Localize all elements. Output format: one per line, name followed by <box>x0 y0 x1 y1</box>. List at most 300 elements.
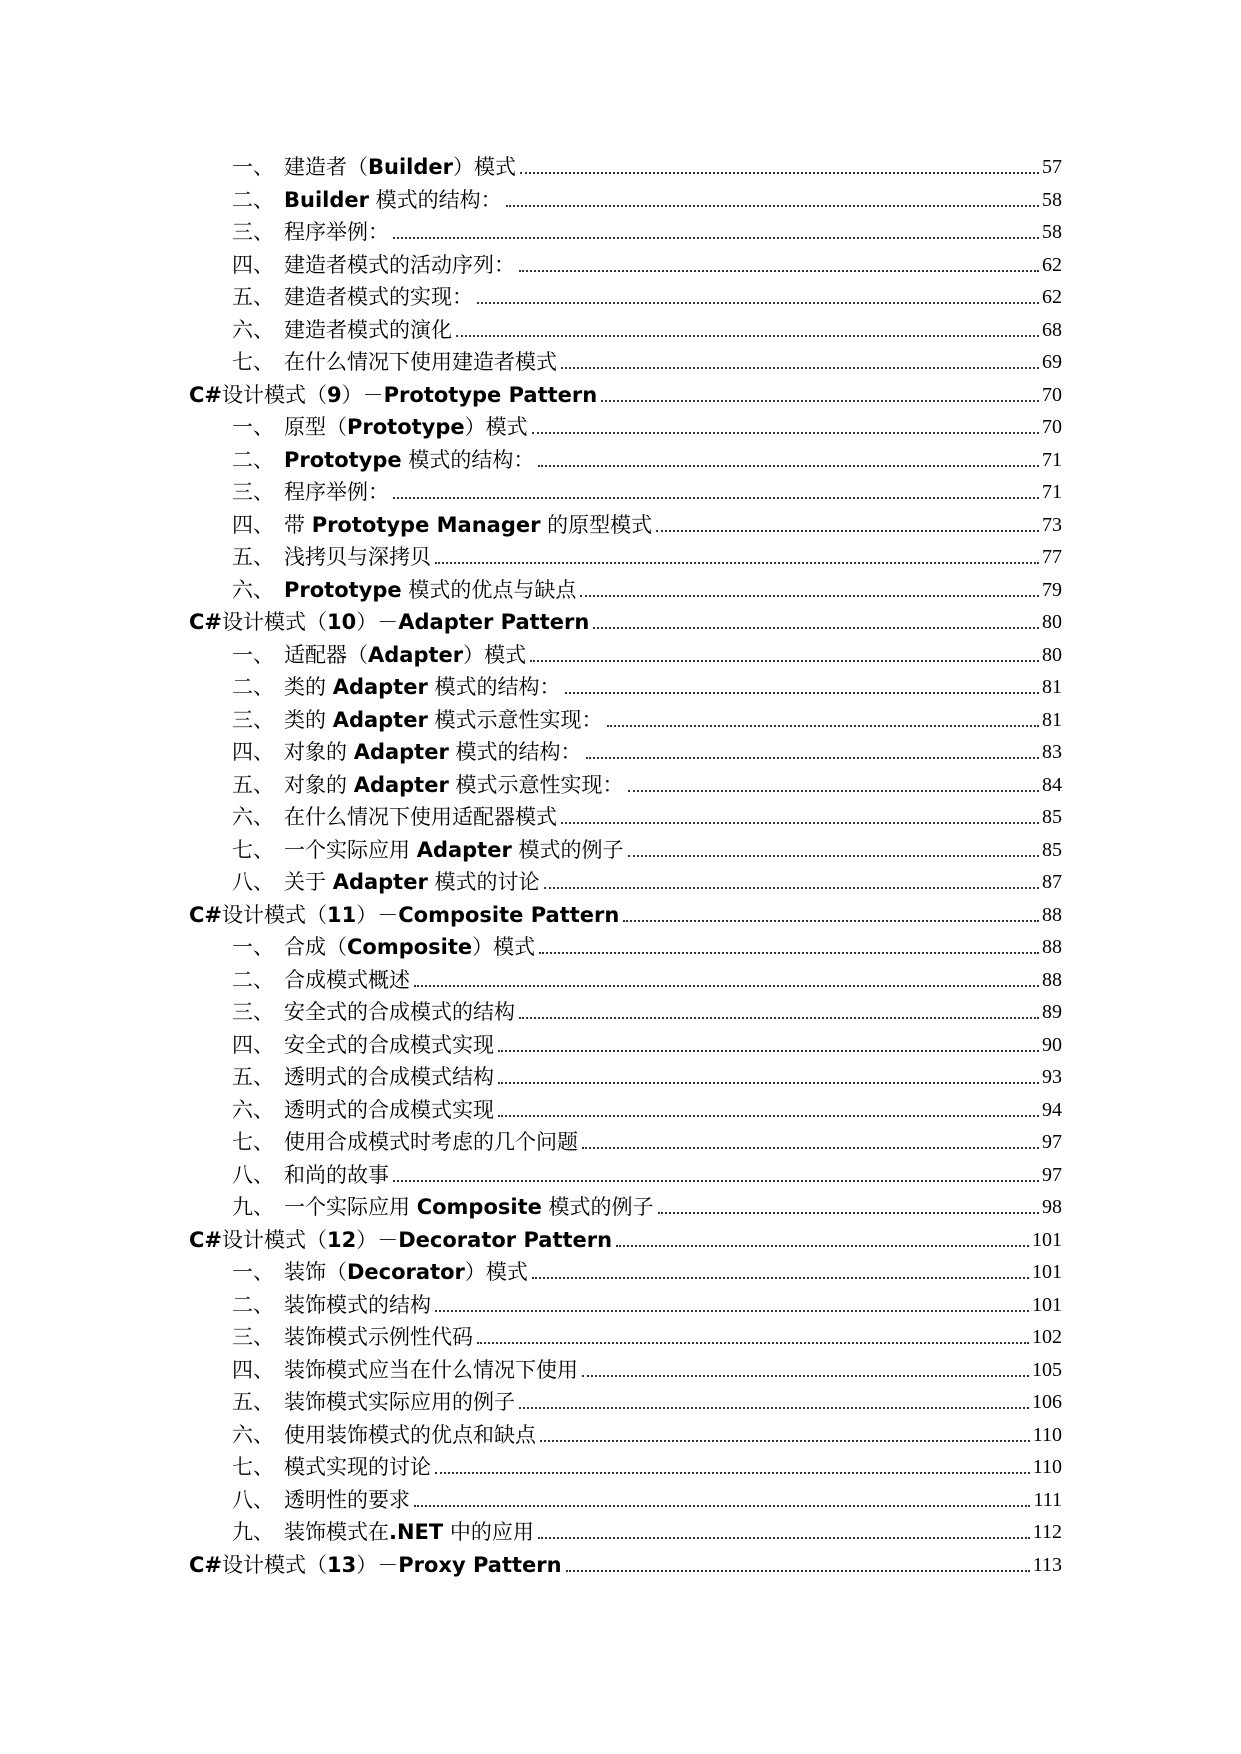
toc-entry-title-part: 9 <box>327 382 342 407</box>
toc-dot-leader <box>656 529 1039 532</box>
toc-entry-number: 六、 <box>232 1097 274 1122</box>
toc-dot-leader <box>538 1536 1030 1539</box>
toc-entry-title-part: 透明式的合成模式实现 <box>284 1097 494 1122</box>
toc-entry-title-part: 模式的例子 <box>511 837 624 862</box>
toc-entry-title <box>284 187 502 213</box>
toc-page-number: 62 <box>1042 286 1062 308</box>
toc-entry-title-part: 建造者模式的实现： <box>284 285 473 309</box>
toc-chapter-entry[interactable] <box>189 1223 1062 1253</box>
toc-section-entry[interactable] <box>232 995 1062 1025</box>
toc-page-number: 80 <box>1042 611 1062 633</box>
toc-entry-title <box>284 1064 494 1090</box>
toc-page-number: 85 <box>1042 838 1062 861</box>
toc-entry-title <box>284 577 576 603</box>
toc-entry-title-part: 模式的优点与缺点 <box>401 577 577 602</box>
toc-chapter-entry[interactable] <box>189 1548 1062 1578</box>
toc-entry-title <box>284 1194 654 1220</box>
toc-section-entry[interactable] <box>232 443 1062 473</box>
toc-page-number: 58 <box>1042 221 1062 243</box>
toc-entry-title-part: 安全式的合成模式实现 <box>284 1032 494 1057</box>
toc-entry-title-part: ）模式 <box>464 1260 528 1284</box>
toc-page-number: 83 <box>1042 741 1062 763</box>
toc-entry-number: 七、 <box>232 350 274 374</box>
toc-section-entry[interactable] <box>232 930 1062 960</box>
toc-entry-title-part: Prototype Pattern <box>383 382 598 407</box>
toc-section-entry[interactable] <box>232 475 1062 505</box>
toc-entry-title-part: 对象的 <box>284 772 354 797</box>
toc-entry-number: 四、 <box>232 1357 274 1382</box>
toc-page-number: 77 <box>1042 546 1062 568</box>
toc-entry-number: 一、 <box>232 935 274 959</box>
toc-entry-title-part: C# <box>189 902 223 927</box>
toc-section-entry[interactable] <box>232 670 1062 700</box>
toc-entry-number: 七、 <box>232 837 274 862</box>
toc-entry-title-part: 原型（ <box>284 415 347 439</box>
toc-entry-title-part: 设计模式（ <box>222 1552 328 1577</box>
toc-entry-title-part: Adapter <box>332 675 428 699</box>
toc-dot-leader <box>658 1211 1039 1214</box>
toc-entry-title <box>284 317 452 343</box>
toc-entry-number: 八、 <box>232 870 274 894</box>
toc-section-entry[interactable] <box>232 508 1062 538</box>
toc-entry-title-part: ）模式 <box>463 642 527 667</box>
toc-page-number: 62 <box>1042 253 1062 276</box>
toc-dot-leader <box>532 431 1039 434</box>
toc-entry-number: 九、 <box>232 1520 274 1544</box>
toc-entry-title-part: 合成（ <box>284 935 347 959</box>
toc-entry-title <box>284 967 410 993</box>
toc-entry-title-part: Adapter <box>353 740 449 764</box>
toc-entry-title <box>284 1097 494 1123</box>
toc-entry-title <box>189 382 597 408</box>
toc-entry-title-part: ）－ <box>356 1552 399 1577</box>
toc-page-number: 57 <box>1042 156 1062 178</box>
toc-page-number: 71 <box>1042 448 1062 471</box>
toc-entry-number: 二、 <box>232 675 274 699</box>
toc-entry-title-part: 使用装饰模式的优点和缺点 <box>284 1422 536 1447</box>
toc-entry-number: 七、 <box>232 1455 274 1479</box>
toc-section-entry[interactable] <box>232 410 1062 440</box>
toc-dot-leader <box>477 1341 1029 1344</box>
toc-dot-leader <box>498 1081 1039 1084</box>
toc-dot-leader <box>582 1374 1029 1377</box>
toc-page-number: 70 <box>1042 416 1062 438</box>
toc-entry-title-part: 模式的结构： <box>368 187 502 212</box>
toc-dot-leader <box>580 594 1039 597</box>
toc-dot-leader <box>519 1406 1029 1409</box>
toc-page-number: 111 <box>1033 1488 1062 1511</box>
toc-entry-title-part: C# <box>189 1552 223 1577</box>
toc-dot-leader <box>414 984 1039 987</box>
toc-dot-leader <box>393 236 1039 239</box>
toc-entry-title <box>284 284 473 310</box>
toc-entry-number: 三、 <box>232 1000 274 1024</box>
toc-entry-title-part: .NET <box>389 1520 444 1544</box>
toc-entry-title <box>284 1032 494 1058</box>
toc-entry-title-part: Composite Pattern <box>398 902 620 927</box>
toc-chapter-entry[interactable] <box>189 378 1062 408</box>
toc-section-entry[interactable] <box>232 963 1062 993</box>
toc-entry-title-part: Composite <box>416 1195 542 1219</box>
toc-entry-title <box>284 1129 578 1155</box>
toc-section-entry[interactable] <box>232 865 1062 895</box>
toc-section-entry[interactable] <box>232 1028 1062 1058</box>
toc-dot-leader <box>477 301 1039 304</box>
toc-dot-leader <box>393 1179 1039 1182</box>
toc-entry-title <box>284 674 561 700</box>
toc-entry-title-part: 模式的结构： <box>401 447 535 472</box>
toc-page-number: 113 <box>1032 1553 1062 1576</box>
toc-entry-title <box>284 414 528 440</box>
toc-entry-title-part: 适配器（ <box>284 642 368 667</box>
toc-entry-title <box>284 512 652 538</box>
toc-entry-title-part: Adapter <box>332 870 428 894</box>
toc-entry-title-part: 在什么情况下使用适配器模式 <box>284 805 557 829</box>
toc-dot-leader <box>530 659 1039 662</box>
toc-section-entry[interactable] <box>232 215 1062 245</box>
toc-entry-title-part: 程序举例： <box>284 480 389 504</box>
toc-page-number: 101 <box>1032 1261 1062 1283</box>
toc-entry-title-part: 建造者模式的活动序列： <box>284 252 515 277</box>
toc-entry-title-part: C# <box>189 382 223 407</box>
toc-entry-title-part: 一个实际应用 <box>284 1195 417 1219</box>
toc-entry-number: 六、 <box>232 317 274 342</box>
toc-entry-number: 八、 <box>232 1162 274 1187</box>
toc-entry-title-part: Builder <box>368 155 453 179</box>
toc-entry-title <box>189 609 589 635</box>
toc-entry-title-part: Prototype <box>284 577 402 602</box>
toc-entry-title <box>284 837 624 863</box>
toc-entry-title-part: 建造者（ <box>284 155 368 179</box>
toc-entry-title <box>284 219 389 245</box>
toc-entry-title <box>284 739 582 765</box>
toc-page-number: 81 <box>1042 676 1062 698</box>
toc-section-entry[interactable] <box>232 1385 1062 1415</box>
toc-section-entry[interactable] <box>232 540 1062 570</box>
toc-entry-title-part: ）－ <box>356 902 399 927</box>
toc-section-entry[interactable] <box>232 1450 1062 1480</box>
toc-entry-title-part: 在什么情况下使用建造者模式 <box>284 350 557 374</box>
toc-dot-leader <box>601 399 1039 402</box>
toc-entry-title-part: 13 <box>327 1552 357 1577</box>
toc-entry-title-part: 类的 <box>284 675 333 699</box>
toc-section-entry[interactable] <box>232 1483 1062 1513</box>
toc-entry-title-part: 设计模式（ <box>222 610 328 634</box>
toc-entry-title-part: Prototype <box>347 415 465 439</box>
toc-page-number: 102 <box>1032 1326 1062 1348</box>
toc-entry-title-part: 关于 <box>284 870 333 894</box>
toc-page-number: 94 <box>1042 1098 1062 1121</box>
toc-dot-leader <box>565 691 1039 694</box>
toc-section-entry[interactable] <box>232 1060 1062 1090</box>
toc-entry-title <box>284 1487 410 1513</box>
toc-section-entry[interactable] <box>232 735 1062 765</box>
toc-entry-title <box>284 707 603 733</box>
toc-entry-title <box>284 934 535 960</box>
toc-chapter-entry[interactable] <box>189 898 1062 928</box>
toc-entry-title-part: C# <box>189 610 223 634</box>
toc-section-entry[interactable] <box>232 833 1062 863</box>
toc-section-entry[interactable] <box>232 1093 1062 1123</box>
toc-page-number: 101 <box>1032 1228 1062 1251</box>
toc-section-entry[interactable] <box>232 1515 1062 1545</box>
toc-dot-leader <box>544 886 1039 889</box>
toc-section-entry[interactable] <box>232 1418 1062 1448</box>
toc-section-entry[interactable] <box>232 1353 1062 1383</box>
toc-entry-title <box>284 1519 534 1545</box>
toc-dot-leader <box>586 756 1039 759</box>
toc-dot-leader <box>435 1309 1029 1312</box>
toc-page-number: 70 <box>1042 383 1062 406</box>
toc-entry-title <box>284 1259 528 1285</box>
toc-dot-leader <box>498 1049 1039 1052</box>
toc-section-entry[interactable] <box>232 573 1062 603</box>
toc-entry-title <box>284 1454 431 1480</box>
toc-entry-number: 六、 <box>232 1422 274 1447</box>
toc-entry-title-part: Adapter Pattern <box>398 610 590 634</box>
toc-entry-number: 一、 <box>232 415 274 439</box>
toc-entry-title <box>284 1389 515 1415</box>
toc-entry-number: 五、 <box>232 545 274 569</box>
toc-entry-title <box>284 1162 389 1188</box>
toc-entry-title-part: 10 <box>327 610 357 634</box>
toc-dot-leader <box>498 1114 1039 1117</box>
toc-section-entry[interactable] <box>232 313 1062 343</box>
toc-entry-number: 四、 <box>232 740 274 764</box>
toc-entry-title-part: 装饰（ <box>284 1260 347 1284</box>
toc-page-number: 84 <box>1042 773 1062 796</box>
toc-entry-title-part: 设计模式（ <box>222 382 328 407</box>
toc-page-number: 88 <box>1042 936 1062 958</box>
toc-dot-leader <box>519 1016 1039 1019</box>
toc-section-entry[interactable] <box>232 638 1062 668</box>
toc-section-entry[interactable] <box>232 703 1062 733</box>
toc-entry-title-part: 模式示意性实现： <box>427 707 603 732</box>
toc-page-number: 112 <box>1032 1521 1062 1543</box>
toc-page-number: 87 <box>1042 871 1062 893</box>
toc-entry-number: 三、 <box>232 1325 274 1349</box>
toc-entry-number: 二、 <box>232 967 274 992</box>
toc-dot-leader <box>623 919 1039 922</box>
toc-entry-title-part: Adapter <box>368 642 464 667</box>
toc-dot-leader <box>616 1244 1029 1247</box>
toc-entry-title-part: Proxy Pattern <box>398 1552 562 1577</box>
toc-entry-title <box>284 999 515 1025</box>
toc-entry-title-part: 模式的结构： <box>448 740 582 764</box>
toc-entry-title <box>284 772 624 798</box>
toc-section-entry[interactable] <box>232 280 1062 310</box>
toc-entry-title-part: 模式的例子 <box>541 1195 654 1219</box>
toc-dot-leader <box>582 1146 1039 1149</box>
toc-entry-title <box>189 1227 612 1253</box>
toc-page-number: 110 <box>1032 1456 1062 1478</box>
toc-entry-title-part: Adapter <box>416 837 512 862</box>
toc-entry-title-part: ）－ <box>356 1227 399 1252</box>
toc-entry-title-part: 浅拷贝与深拷贝 <box>284 545 431 569</box>
toc-page-number: 98 <box>1042 1196 1062 1218</box>
toc-entry-title <box>284 1422 536 1448</box>
toc-section-entry[interactable] <box>232 768 1062 798</box>
toc-page-number: 93 <box>1042 1066 1062 1088</box>
toc-chapter-entry[interactable] <box>189 605 1062 635</box>
toc-section-entry[interactable] <box>232 1320 1062 1350</box>
toc-entry-title <box>284 1292 431 1318</box>
toc-dot-leader <box>456 334 1039 337</box>
toc-entry-number: 二、 <box>232 1292 274 1317</box>
toc-entry-title <box>284 1324 473 1350</box>
toc-entry-title-part: 设计模式（ <box>222 1227 328 1252</box>
toc-dot-leader <box>538 464 1039 467</box>
toc-entry-number: 四、 <box>232 512 274 537</box>
toc-dot-leader <box>519 269 1039 272</box>
toc-entry-title-part: ）－ <box>341 382 384 407</box>
toc-entry-title-part: 装饰模式的结构 <box>284 1292 431 1317</box>
toc-dot-leader <box>628 854 1039 857</box>
toc-entry-number: 六、 <box>232 577 274 602</box>
toc-entry-title <box>189 902 619 928</box>
toc-dot-leader <box>628 789 1039 792</box>
toc-entry-number: 一、 <box>232 155 274 179</box>
toc-entry-title-part: Prototype <box>284 447 402 472</box>
toc-dot-leader <box>540 1439 1030 1442</box>
toc-entry-title-part: 透明性的要求 <box>284 1487 410 1512</box>
toc-entry-title <box>284 642 526 668</box>
toc-dot-leader <box>566 1569 1030 1572</box>
toc-entry-title-part: 建造者模式的演化 <box>284 317 452 342</box>
toc-entry-title <box>284 154 516 180</box>
toc-entry-title <box>284 869 540 895</box>
toc-entry-title-part: 和尚的故事 <box>284 1162 389 1187</box>
toc-entry-number: 五、 <box>232 1390 274 1414</box>
toc-page-number: 68 <box>1042 318 1062 341</box>
toc-entry-title-part: 的原型模式 <box>540 512 653 537</box>
toc-entry-title-part: 装饰模式在 <box>284 1520 389 1544</box>
toc-page-number: 90 <box>1042 1033 1062 1056</box>
toc-entry-title-part: 中的应用 <box>443 1520 534 1544</box>
toc-dot-leader <box>506 204 1039 207</box>
toc-entry-title-part: 带 <box>284 512 312 537</box>
toc-entry-number: 三、 <box>232 220 274 244</box>
toc-dot-leader <box>593 626 1039 629</box>
toc-entry-title-part: 模式的讨论 <box>427 870 540 894</box>
toc-section-entry[interactable] <box>232 248 1062 278</box>
toc-entry-title-part: ）模式 <box>464 415 528 439</box>
toc-entry-number: 二、 <box>232 447 274 472</box>
toc-dot-leader <box>561 821 1039 824</box>
toc-entry-title-part: 对象的 <box>284 740 354 764</box>
toc-entry-number: 一、 <box>232 1260 274 1284</box>
toc-entry-number: 六、 <box>232 805 274 829</box>
toc-entry-title-part: ）模式 <box>472 935 536 959</box>
toc-section-entry[interactable] <box>232 1158 1062 1188</box>
toc-section-entry[interactable] <box>232 1255 1062 1285</box>
toc-section-entry[interactable] <box>232 345 1062 375</box>
toc-page-number: 79 <box>1042 578 1062 601</box>
toc-entry-title-part: 12 <box>327 1227 357 1252</box>
toc-entry-title-part: ）－ <box>356 610 399 634</box>
toc-dot-leader <box>607 724 1039 727</box>
toc-entry-number: 四、 <box>232 1032 274 1057</box>
toc-entry-title-part: 11 <box>327 902 357 927</box>
toc-dot-leader <box>561 366 1039 369</box>
toc-dot-leader <box>414 1504 1030 1507</box>
toc-entry-number: 九、 <box>232 1195 274 1219</box>
toc-entry-number: 四、 <box>232 252 274 277</box>
toc-entry-title-part: 使用合成模式时考虑的几个问题 <box>284 1130 578 1154</box>
toc-entry-title-part: Decorator Pattern <box>398 1227 613 1252</box>
toc-entry-title <box>284 349 557 375</box>
toc-entry-title-part: 模式实现的讨论 <box>284 1455 431 1479</box>
toc-entry-title-part: Builder <box>284 187 369 212</box>
toc-page-number: 73 <box>1042 513 1062 536</box>
toc-entry-number: 二、 <box>232 187 274 212</box>
toc-section-entry[interactable] <box>232 150 1062 180</box>
toc-entry-title-part: 模式示意性实现： <box>448 772 624 797</box>
toc-page-number: 69 <box>1042 351 1062 373</box>
toc-entry-number: 五、 <box>232 285 274 309</box>
toc-page-number: 97 <box>1042 1131 1062 1153</box>
toc-entry-number: 五、 <box>232 1065 274 1089</box>
toc-entry-title <box>284 447 534 473</box>
toc-page-number: 89 <box>1042 1001 1062 1023</box>
toc-dot-leader <box>532 1276 1029 1279</box>
toc-entry-number: 三、 <box>232 480 274 504</box>
toc-section-entry[interactable] <box>232 183 1062 213</box>
toc-entry-title-part: Prototype Manager <box>311 512 541 537</box>
toc-entry-title-part: Adapter <box>353 772 449 797</box>
toc-dot-leader <box>539 951 1039 954</box>
toc-entry-title <box>284 479 389 505</box>
toc-entry-title-part: 装饰模式应当在什么情况下使用 <box>284 1357 578 1382</box>
toc-entry-number: 三、 <box>232 707 274 732</box>
toc-page-number: 88 <box>1042 903 1062 926</box>
toc-section-entry[interactable] <box>232 800 1062 830</box>
toc-entry-title-part: 装饰模式示例性代码 <box>284 1325 473 1349</box>
toc-entry-title-part: 一个实际应用 <box>284 837 417 862</box>
toc-page-number: 110 <box>1032 1423 1062 1446</box>
toc-entry-title <box>284 804 557 830</box>
toc-entry-title-part: 装饰模式实际应用的例子 <box>284 1390 515 1414</box>
toc-section-entry[interactable] <box>232 1288 1062 1318</box>
toc-page-number: 105 <box>1032 1358 1062 1381</box>
toc-page-number: 71 <box>1042 481 1062 503</box>
toc-dot-leader <box>435 561 1039 564</box>
toc-entry-title-part: ）模式 <box>452 155 516 179</box>
toc-page-number: 101 <box>1032 1293 1062 1316</box>
toc-page-number: 80 <box>1042 643 1062 666</box>
toc-entry-title-part: 安全式的合成模式的结构 <box>284 1000 515 1024</box>
toc-entry-title-part: 程序举例： <box>284 220 389 244</box>
toc-page-number: 97 <box>1042 1163 1062 1186</box>
toc-section-entry[interactable] <box>232 1125 1062 1155</box>
toc-entry-title-part: Adapter <box>332 707 428 732</box>
toc-entry-title <box>284 544 431 570</box>
toc-section-entry[interactable] <box>232 1190 1062 1220</box>
toc-page-number: 81 <box>1042 708 1062 731</box>
toc-page-number: 85 <box>1042 806 1062 828</box>
toc-entry-title-part: Composite <box>347 935 473 959</box>
toc-entry-title-part: 类的 <box>284 707 333 732</box>
toc-entry-title-part: 模式的结构： <box>427 675 561 699</box>
toc-dot-leader <box>520 171 1039 174</box>
toc-dot-leader <box>393 496 1039 499</box>
toc-page-number: 88 <box>1042 968 1062 991</box>
toc-entry-title <box>284 1357 578 1383</box>
toc-entry-title-part: 合成模式概述 <box>284 967 410 992</box>
toc-entry-title <box>284 252 515 278</box>
toc-entry-title-part: 透明式的合成模式结构 <box>284 1065 494 1089</box>
toc-page-number: 106 <box>1032 1391 1062 1413</box>
